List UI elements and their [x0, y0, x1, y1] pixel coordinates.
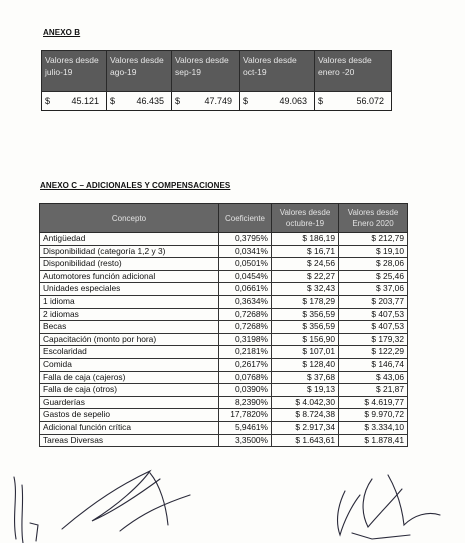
header-valores-octubre: Valores desde octubre-19 [272, 204, 339, 233]
valor-enero-cell: $ 43,06 [339, 371, 408, 384]
valor-octubre-cell: $ 107,01 [272, 346, 339, 359]
valor-octubre-cell: $ 37,68 [272, 371, 339, 384]
header-coeficiente: Coeficiente [219, 204, 272, 233]
currency-symbol: $ [45, 96, 51, 106]
valor-enero-cell: $ 25,46 [339, 270, 408, 283]
table-row [40, 333, 408, 346]
coeficiente-cell: 0,0768% [219, 371, 272, 384]
concepto-cell: Gastos de sepelio [40, 409, 219, 422]
annex-c-body [40, 233, 408, 447]
annex-b-value: 45.121 [71, 96, 99, 106]
concepto-cell: Automotores función adicional [40, 270, 219, 283]
valor-octubre-cell: $ 128,40 [272, 358, 339, 371]
annex-b-header: Valores desde oct-19 [240, 51, 315, 92]
valor-enero-cell: $ 28,06 [339, 258, 408, 271]
coeficiente-cell: 0,3795% [219, 233, 272, 246]
table-row [40, 409, 408, 422]
coeficiente-cell: 0,3198% [219, 333, 272, 346]
valor-enero-cell: $ 19,10 [339, 245, 408, 258]
concepto-cell: Adicional función crítica [40, 421, 219, 434]
valor-octubre-cell: $ 156,90 [272, 333, 339, 346]
concepto-cell: 2 idiomas [40, 308, 219, 321]
coeficiente-cell: 0,7268% [219, 308, 272, 321]
currency-symbol: $ [243, 96, 249, 106]
table-row [40, 321, 408, 334]
table-row [40, 396, 408, 409]
concepto-cell: Escolaridad [40, 346, 219, 359]
valor-octubre-cell: $ 2.917,34 [272, 421, 339, 434]
concepto-cell: Disponibilidad (resto) [40, 258, 219, 271]
annex-b-value-row [42, 92, 392, 111]
valor-octubre-cell: $ 356,59 [272, 321, 339, 334]
annex-c-title: ANEXO C – ADICIONALES Y COMPENSACIONES [40, 181, 231, 190]
valor-octubre-cell: $ 178,29 [272, 295, 339, 308]
coeficiente-cell: 0,0341% [219, 245, 272, 258]
annex-b-header: Valores desde sep-19 [172, 51, 240, 92]
annex-c-table [39, 203, 408, 447]
coeficiente-cell: 3,3500% [219, 434, 272, 447]
concepto-cell: Guarderías [40, 396, 219, 409]
valor-octubre-cell: $ 8.724,38 [272, 409, 339, 422]
valor-enero-cell: $ 146,74 [339, 358, 408, 371]
annex-b-header: Valores desde ago-19 [107, 51, 172, 92]
table-row [40, 346, 408, 359]
valor-enero-cell: $ 203,77 [339, 295, 408, 308]
table-row [40, 371, 408, 384]
coeficiente-cell: 0,7268% [219, 321, 272, 334]
table-row [40, 270, 408, 283]
concepto-cell: Disponibilidad (categoría 1,2 y 3) [40, 245, 219, 258]
valor-octubre-cell: $ 16,71 [272, 245, 339, 258]
header-valores-enero: Valores desde Enero 2020 [339, 204, 408, 233]
annex-b-value-cell [240, 92, 315, 111]
annex-b-header: Valores desde enero -20 [315, 51, 392, 92]
concepto-cell: 1 idioma [40, 295, 219, 308]
valor-enero-cell: $ 4.619,77 [339, 396, 408, 409]
valor-octubre-cell: $ 356,59 [272, 308, 339, 321]
valor-octubre-cell: $ 4.042,30 [272, 396, 339, 409]
annex-b-value-cell [315, 92, 392, 111]
concepto-cell: Capacitación (monto por hora) [40, 333, 219, 346]
currency-symbol: $ [318, 96, 324, 106]
valor-enero-cell: $ 1.878,41 [339, 434, 408, 447]
coeficiente-cell: 0,0390% [219, 384, 272, 397]
annex-b-value-cell [107, 92, 172, 111]
handwritten-signatures [0, 465, 465, 543]
concepto-cell: Unidades especiales [40, 283, 219, 296]
coeficiente-cell: 17,7820% [219, 409, 272, 422]
concepto-cell: Becas [40, 321, 219, 334]
valor-octubre-cell: $ 186,19 [272, 233, 339, 246]
table-row [40, 358, 408, 371]
valor-octubre-cell: $ 24,56 [272, 258, 339, 271]
annex-b-table [41, 50, 392, 111]
annex-b-value-cell [172, 92, 240, 111]
concepto-cell: Comida [40, 358, 219, 371]
annex-b-value-cell [42, 92, 107, 111]
valor-octubre-cell: $ 32,43 [272, 283, 339, 296]
valor-enero-cell: $ 407,53 [339, 308, 408, 321]
concepto-cell: Falla de caja (otros) [40, 384, 219, 397]
coeficiente-cell: 0,2617% [219, 358, 272, 371]
coeficiente-cell: 0,3634% [219, 295, 272, 308]
valor-octubre-cell: $ 1.643,61 [272, 434, 339, 447]
valor-enero-cell: $ 212,79 [339, 233, 408, 246]
table-row [40, 384, 408, 397]
table-row [40, 245, 408, 258]
table-row [40, 434, 408, 447]
annex-b-header: Valores desde julio-19 [42, 51, 107, 92]
coeficiente-cell: 8,2390% [219, 396, 272, 409]
coeficiente-cell: 0,0501% [219, 258, 272, 271]
valor-enero-cell: $ 122,29 [339, 346, 408, 359]
header-concepto: Concepto [40, 204, 219, 233]
valor-octubre-cell: $ 19,13 [272, 384, 339, 397]
table-row [40, 295, 408, 308]
table-row [40, 283, 408, 296]
table-row [40, 308, 408, 321]
valor-enero-cell: $ 407,53 [339, 321, 408, 334]
concepto-cell: Tareas Diversas [40, 434, 219, 447]
table-row [40, 258, 408, 271]
annex-b-value: 56.072 [356, 96, 384, 106]
concepto-cell: Antigüedad [40, 233, 219, 246]
valor-enero-cell: $ 21,87 [339, 384, 408, 397]
annex-b-value: 46.435 [136, 96, 164, 106]
coeficiente-cell: 0,0454% [219, 270, 272, 283]
currency-symbol: $ [110, 96, 116, 106]
table-row [40, 233, 408, 246]
annex-b-value: 47.749 [204, 96, 232, 106]
valor-enero-cell: $ 3.334,10 [339, 421, 408, 434]
coeficiente-cell: 0,2181% [219, 346, 272, 359]
coeficiente-cell: 5,9461% [219, 421, 272, 434]
annex-b-header-row [42, 51, 392, 92]
currency-symbol: $ [175, 96, 181, 106]
coeficiente-cell: 0,0661% [219, 283, 272, 296]
valor-enero-cell: $ 9.970,72 [339, 409, 408, 422]
annex-c-header-row [40, 204, 408, 233]
annex-b-title: ANEXO B [43, 28, 81, 37]
valor-enero-cell: $ 179,32 [339, 333, 408, 346]
concepto-cell: Falla de caja (cajeros) [40, 371, 219, 384]
valor-octubre-cell: $ 22,27 [272, 270, 339, 283]
annex-b-value: 49.063 [279, 96, 307, 106]
table-row [40, 421, 408, 434]
valor-enero-cell: $ 37,06 [339, 283, 408, 296]
